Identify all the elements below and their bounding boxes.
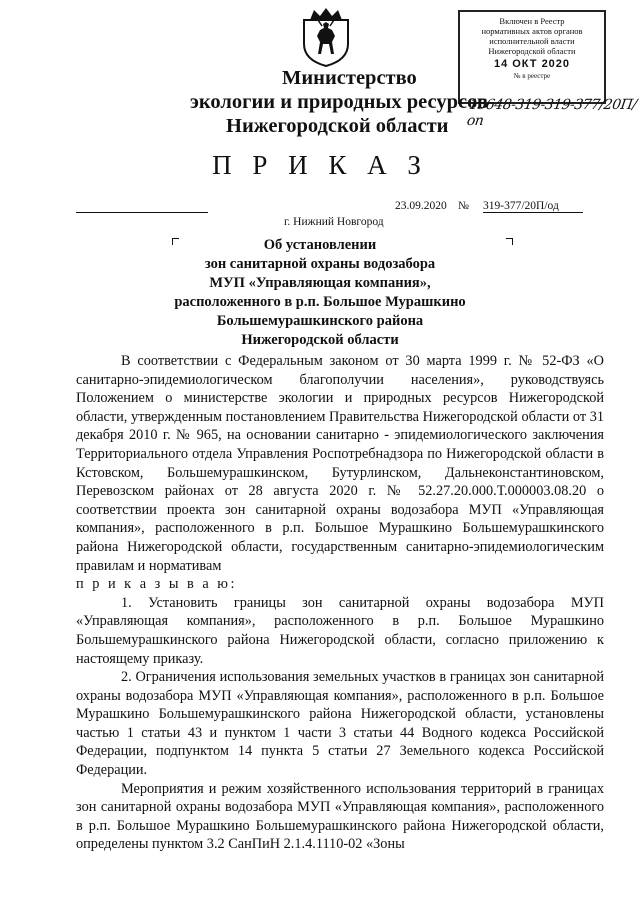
document-date: 23.09.2020: [395, 200, 447, 212]
title-line-6: Нижегородской области: [241, 332, 399, 348]
stamp-line-2: нормативных актов органов: [481, 26, 583, 36]
ministry-line-2: экологии и природных ресурсов: [190, 91, 488, 113]
document-body: [76, 352, 604, 854]
order-item-2: 2. Ограничения использования земельных участков в границах зон санитарной охраны водозабора МУП «Управляющая компания», расположенного в р.п. Большое Мурашкино Большемурашкинского района Нижегородской области, установлены частью 1 статьи 43 и пунктом 1 части 3 статьи 44 Водного кодекса Российской Федерации, подпунктом 14 пункта 5 статьи 27 Земельного кодекса Российской Федерации.: [76, 669, 604, 779]
handwritten-registry-number: 15648-319-319-377/20П/оп: [465, 97, 638, 129]
document-number: 319-377/20П/од: [483, 200, 583, 213]
document-title: [0, 236, 640, 350]
document-city: г. Нижний Новгород: [284, 216, 384, 228]
stamp-line-3: исполнительной власти: [489, 36, 575, 46]
registry-stamp: [458, 10, 606, 104]
stamp-line-1: Включен в Реестр: [499, 16, 565, 26]
title-line-3: МУП «Управляющая компания»,: [209, 275, 431, 291]
preamble-paragraph: В соответствии с Федеральным законом от 30 марта 1999 г. № 52-ФЗ «О санитарно-эпидемиологическом благополучии населения», руководствуясь Положением о министерстве экологии и природных ресурсов Нижегородской области, утвержденным постановлением Правительства Нижегородской области от 31 декабря 2010 г. № 965, на основании санитарно - эпидемиологического заключения Территориального отдела Управления Роспотребнадзора по Нижегородской области в Кстовском, Большемурашкинском, Бутурлинском, Дальнеконстантиновском, Перевозском районах от 28 августа 2020 г. № 52.27.20.000.Т.000003.08.20 о соответствии проекта зон санитарной охраны водозабора МУП «Управляющая компания», расположенного в р.п. Большое Мурашкино Большемурашкинского района Нижегородской области, государственным санитарно-эпидемиологическим правилам и нормативам: [76, 353, 604, 574]
ministry-line-1: Министерство: [282, 67, 417, 89]
ministry-line-3: Нижегородской области: [226, 115, 449, 137]
date-underline: [76, 212, 208, 213]
document-type: П Р И К А З: [212, 150, 428, 180]
coat-of-arms-icon: [300, 6, 352, 68]
stamp-date: 14 ОКТ 2020: [493, 58, 571, 70]
order-item-1: 1. Установить границы зон санитарной охраны водозабора МУП «Управляющая компания», расположенного в р.п. Большое Мурашкино Большемурашкинского района Нижегородской области, согласно приложению к настоящему приказу.: [76, 594, 604, 667]
title-line-5: Большемурашкинского района: [216, 313, 424, 329]
number-label: №: [458, 200, 469, 212]
title-line-4: расположенного в р.п. Большое Мурашкино: [174, 294, 466, 310]
stamp-registry-label: № в реестре: [513, 72, 551, 80]
order-word: п р и к а з ы в а ю:: [76, 576, 237, 593]
title-line-1: Об установлении: [263, 237, 377, 253]
title-line-2: зон санитарной охраны водозабора: [204, 256, 436, 272]
stamp-line-4: Нижегородской области: [488, 46, 576, 56]
order-paragraph-3: Мероприятия и режим хозяйственного использования территорий в границах зон санитарной охраны водозабора МУП «Управляющая компания», расположенного в р.п. Большое Мурашкино Большемурашкинского района Нижегородской области, определены пунктом 3.2 СанПиН 2.1.4.1110-02 «Зоны: [76, 780, 604, 853]
ministry-name: [190, 66, 488, 138]
